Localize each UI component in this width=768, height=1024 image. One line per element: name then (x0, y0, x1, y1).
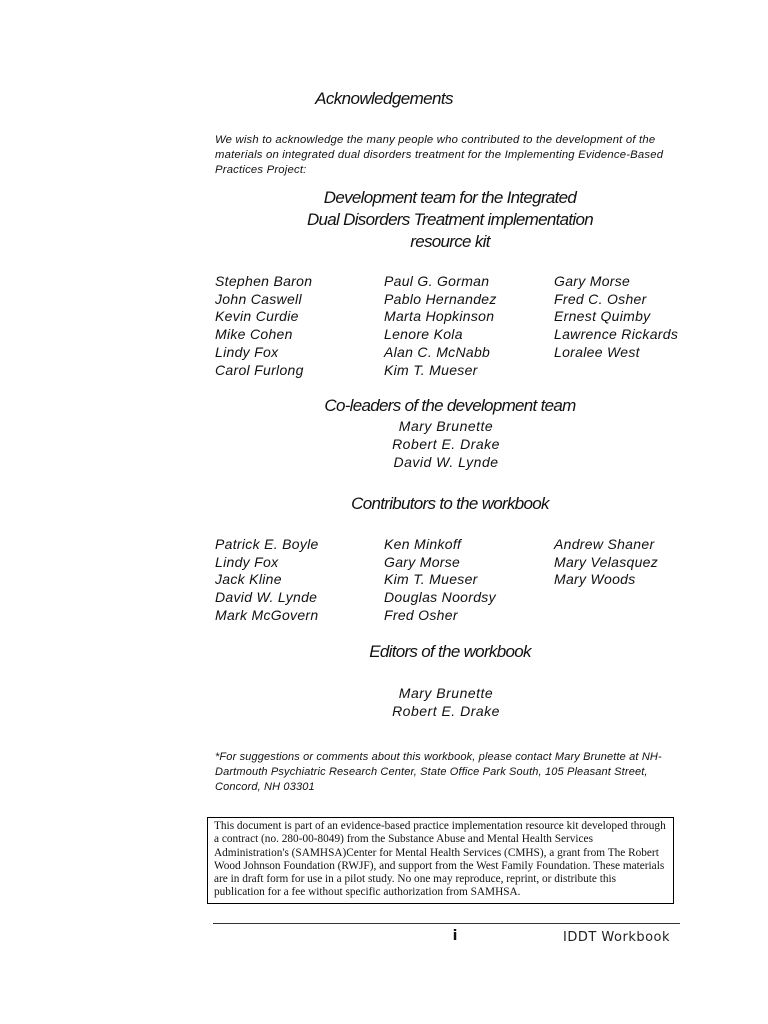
person-name: Gary Morse (554, 273, 631, 289)
person-name: Douglas Noordsy (384, 589, 496, 606)
page-title: Acknowledgements (315, 89, 453, 108)
person-name: Kim T. Mueser (384, 361, 478, 378)
person-name: Mike Cohen (215, 326, 293, 343)
contributors-column-3 (554, 536, 658, 589)
person-name: Paul G. Gorman (384, 273, 490, 289)
person-name: Mary Brunette (398, 685, 494, 701)
person-name: Gary Morse (384, 553, 461, 570)
person-name: Alan C. McNabb (384, 343, 491, 360)
contact-footnote: *For suggestions or comments about this workbook, please contact Mary Brunette at NH-Dartmouth Psychiatric Research Center, State Office Park South, 105 Pleasant Street, Concord, NH 03301 (215, 751, 662, 793)
copyright-notice-box: This document is part of an evidence-based practice implementation resource kit developed through a contract (no. 280-00-8049) from the Substance Abuse and Mental Health Services Administration's (SAMHSA)Center for Mental Health Services (CMHS), a grant from The Robert Wood Johnson Foundation (RWJF), and support from the West Family Foundation. These materials are in draft form for use in a pilot study. No one may reproduce, reprint, or distribute this publication for a fee without specific authorization from SAMHSA. (207, 817, 674, 904)
person-name: Mary Woods (554, 571, 636, 588)
co-leaders-heading: Co-leaders of the development team (324, 396, 576, 415)
development-team-heading (0, 187, 768, 253)
person-name: Marta Hopkinson (384, 308, 495, 325)
heading-line: Development team for the Integrated (323, 188, 577, 207)
editors-heading: Editors of the workbook (369, 642, 531, 661)
footer-divider (213, 923, 680, 924)
person-name: Lenore Kola (384, 326, 463, 343)
person-name: Mary Brunette (398, 418, 494, 434)
person-name: Fred C. Osher (554, 290, 647, 307)
person-name: Ken Minkoff (384, 536, 462, 552)
contributors-column-2 (384, 536, 496, 625)
person-name: Mark McGovern (215, 606, 319, 623)
footer-label: IDDT Workbook (563, 930, 671, 945)
person-name: Jack Kline (215, 571, 282, 588)
dev-team-column-2 (384, 273, 497, 379)
contributors-heading: Contributors to the workbook (351, 494, 549, 513)
heading-line: resource kit (410, 232, 490, 251)
co-leaders-list (0, 417, 768, 471)
person-name: Stephen Baron (215, 273, 313, 289)
person-name: Robert E. Drake (392, 703, 500, 719)
dev-team-column-3 (554, 273, 678, 362)
heading-line: Dual Disorders Treatment implementation (306, 210, 594, 229)
intro-paragraph: We wish to acknowledge the many people who contributed to the development of the materials on integrated dual disorders treatment for the Implementing Evidence-Based Practices Project: (215, 134, 664, 176)
person-name: Fred Osher (384, 606, 458, 623)
person-name: Mary Velasquez (554, 553, 659, 570)
page-number: i (452, 928, 458, 944)
person-name: Carol Furlong (215, 361, 304, 378)
person-name: Robert E. Drake (392, 436, 500, 452)
contributors-column-1 (215, 536, 319, 625)
person-name: Ernest Quimby (554, 308, 651, 325)
person-name: Kevin Curdie (215, 308, 299, 325)
person-name: John Caswell (215, 290, 302, 307)
person-name: Lindy Fox (215, 343, 279, 360)
person-name: Lindy Fox (215, 553, 279, 570)
editors-list (0, 684, 768, 720)
person-name: David W. Lynde (215, 589, 318, 606)
person-name: David W. Lynde (393, 454, 499, 470)
person-name: Lawrence Rickards (554, 326, 679, 343)
person-name: Andrew Shaner (554, 536, 655, 552)
person-name: Patrick E. Boyle (215, 536, 319, 552)
person-name: Kim T. Mueser (384, 571, 478, 588)
dev-team-column-1 (215, 273, 312, 379)
person-name: Pablo Hernandez (384, 290, 497, 307)
person-name: Loralee West (554, 343, 640, 360)
